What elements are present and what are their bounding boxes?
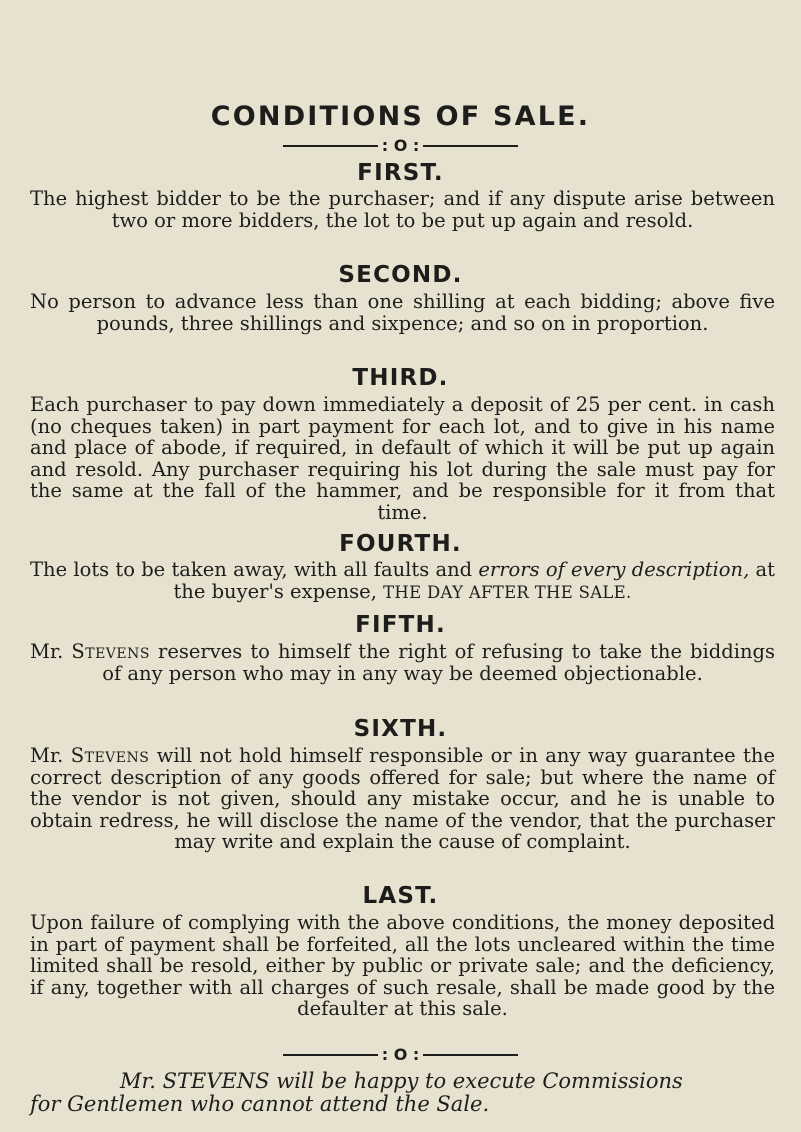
divider-rule-left <box>283 1054 378 1056</box>
section-heading-fifth: FIFTH. <box>355 612 446 638</box>
sixth-text-a: Mr. <box>30 744 64 767</box>
divider-rule-right <box>423 1054 518 1056</box>
section-heading-last: LAST. <box>362 883 439 909</box>
page-title: CONDITIONS OF SALE. <box>210 101 591 132</box>
sixth-text-c: will not hold himself responsible or in any way guarantee the correct description of any goods offered for sale; but where the name of the vendor is not given, should any mistake occur, and he is unable to obtain redress, he will disclose the name of the vendor, that the purchaser may write and explain the cause of complaint. <box>30 744 775 854</box>
divider-mark: : O : <box>381 136 420 155</box>
section-text-third: Each purchaser to pay down immediately a deposit of 25 per cent. in cash (no cheques taken) in part payment for each lot, and to give in his name and place of abode, if required, in default of which it will be put up again and resold. Any purchaser requiring his lot during the sale must pay for the same at the fall of the hammer, and be responsible for it from that time. <box>30 393 775 524</box>
closing-line-1: Mr. STEVENS will be happy to execute Commissions <box>120 1069 683 1093</box>
section-text-fifth <box>30 641 775 684</box>
section-heading-sixth: SIXTH. <box>353 716 448 742</box>
section-heading-first: FIRST. <box>357 160 444 186</box>
fifth-text-a: Mr. <box>30 640 64 663</box>
section-text-sixth <box>30 745 775 853</box>
closing-note <box>30 1070 775 1116</box>
closing-line-2: for Gentlemen who cannot attend the Sale. <box>30 1092 490 1116</box>
fourth-text-caps: THE DAY AFTER THE SALE. <box>383 582 632 602</box>
fourth-text-c: at the buyer's expense, <box>173 558 775 603</box>
section-text-first: The highest bidder to be the purchaser; and if any dispute arise between two or more bidders, the lot to be put up again and resold. <box>30 187 775 232</box>
section-text-second: No person to advance less than one shilling at each bidding; above five pounds, three shillings and sixpence; and so on in proportion. <box>30 290 775 335</box>
divider-rule-right <box>423 145 518 147</box>
section-heading-fourth: FOURTH. <box>339 531 462 557</box>
ornamental-divider-bottom <box>0 1047 801 1063</box>
fifth-text-c: reserves to himself the right of refusing to take the biddings of any person who may in any way be deemed objectionable. <box>102 640 775 685</box>
divider-rule-left <box>283 145 378 147</box>
section-text-fourth <box>30 559 775 603</box>
fourth-text-italic: errors of every description, <box>478 558 750 581</box>
section-heading-second: SECOND. <box>338 262 463 288</box>
section-heading-third: THIRD. <box>352 365 449 391</box>
section-text-last: Upon failure of complying with the above conditions, the money deposited in part of payment shall be forfeited, all the lots uncleared within the time limited shall be resold, either by public or private sale; and the deficiency, if any, together with all charges of such resale, shall be made good by the defaulter at this sale. <box>30 911 775 1021</box>
divider-mark: : O : <box>381 1045 420 1064</box>
ornamental-divider <box>0 138 801 154</box>
sixth-name-stevens: Stevens <box>70 744 150 767</box>
fourth-text-a: The lots to be taken away, with all faults and <box>30 558 473 581</box>
fifth-name-stevens: Stevens <box>71 640 150 663</box>
